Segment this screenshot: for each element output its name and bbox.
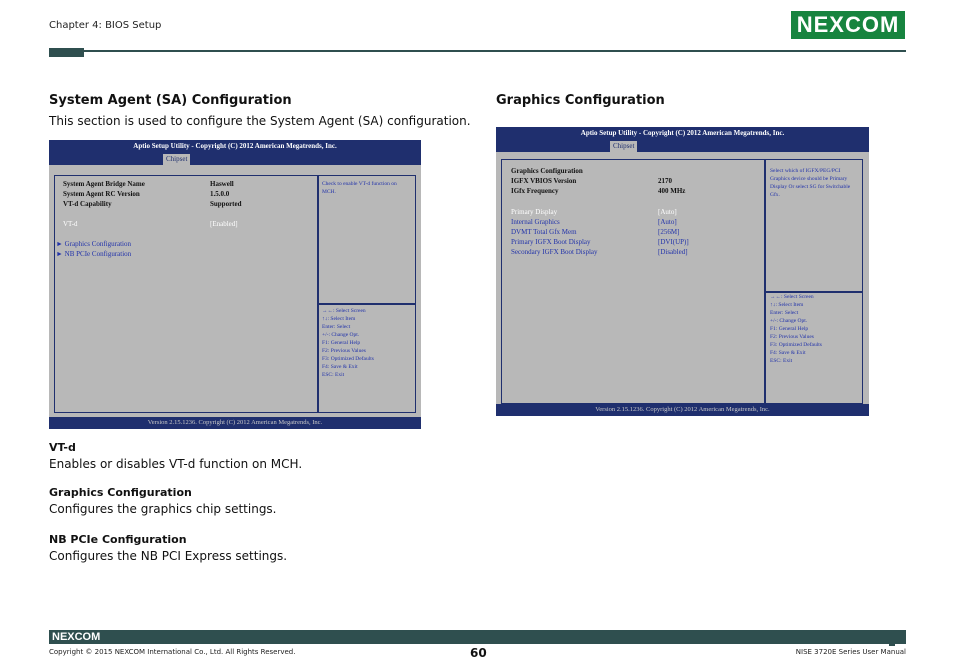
bios-key-hint: F1: General Help: [322, 340, 361, 346]
footer-copyright: Copyright © 2015 NEXCOM International Co., Ltd. All Rights Reserved.: [49, 648, 296, 656]
bios-help-text: Check to enable VT-d function on MCH.: [322, 181, 397, 195]
bios-option-vtd-value[interactable]: [Enabled]: [210, 220, 238, 228]
item-term-nb-pcie-configuration: NB PCIe Configuration: [49, 533, 187, 546]
header-rule: [49, 50, 906, 52]
nexcom-logo: NEXCOM: [791, 11, 905, 39]
footer-bar: [49, 630, 906, 644]
bios-key-hint: Enter: Select: [322, 324, 351, 330]
bios-submenu-graphics-configuration[interactable]: ► Graphics Configuration: [56, 240, 131, 248]
bios-row-label: System Agent Bridge Name: [63, 180, 145, 188]
bios-main-pane: [54, 175, 318, 413]
footer-square: [889, 640, 895, 646]
bios-row-label: System Agent RC Version: [63, 190, 140, 198]
item-desc-vtd: Enables or disables VT-d function on MCH.: [49, 457, 303, 471]
bios-option-internal-graphics-value[interactable]: [Auto]: [658, 218, 677, 226]
bios-footer: Version 2.15.1236. Copyright (C) 2012 American Megatrends, Inc.: [496, 404, 869, 416]
bios-key-hint: ↑↓: Select Item: [322, 316, 356, 322]
bios-option-vtd[interactable]: VT-d: [63, 220, 78, 228]
bios-key-hint: F4: Save & Exit: [322, 364, 358, 370]
bios-key-hint: ESC: Exit: [322, 372, 345, 378]
bios-screen-system-agent: [49, 140, 421, 429]
item-desc-nb-pcie-configuration: Configures the NB PCI Express settings.: [49, 549, 288, 563]
bios-option-primary-igfx-boot-display[interactable]: Primary IGFX Boot Display: [511, 238, 591, 246]
bios-submenu-nb-pcie-configuration[interactable]: ► NB PCIe Configuration: [56, 250, 132, 258]
bios-option-secondary-igfx-boot-display-value[interactable]: [Disabled]: [658, 248, 688, 256]
bios-option-primary-display[interactable]: Primary Display: [511, 208, 558, 216]
page-number: 60: [470, 646, 487, 660]
bios-option-secondary-igfx-boot-display[interactable]: Secondary IGFX Boot Display: [511, 248, 598, 256]
bios-key-hint: ESC: Exit: [770, 358, 793, 364]
bios-row-label: IGFX VBIOS Version: [511, 177, 577, 185]
bios-key-hint: F3: Optimized Defaults: [322, 356, 374, 362]
section-intro: This section is used to configure the System Agent (SA) configuration.: [49, 114, 471, 128]
bios-row-label: Graphics Configuration: [511, 167, 583, 175]
section-heading-graphics-configuration: Graphics Configuration: [496, 93, 665, 108]
item-term-graphics-configuration: Graphics Configuration: [49, 486, 192, 499]
bios-key-hint: F4: Save & Exit: [770, 350, 806, 356]
bios-option-primary-igfx-boot-display-value[interactable]: [DVI(UP)]: [658, 238, 689, 246]
section-heading-system-agent: System Agent (SA) Configuration: [49, 93, 292, 108]
bios-row-value: Haswell: [210, 180, 234, 188]
bios-row-value: Supported: [210, 200, 242, 208]
bios-row-value: 2170: [658, 177, 672, 185]
bios-tab-chipset[interactable]: Chipset: [163, 154, 190, 165]
bios-tab-chipset[interactable]: Chipset: [610, 141, 637, 152]
bios-key-hint: Enter: Select: [770, 310, 799, 316]
bios-title: Aptio Setup Utility - Copyright (C) 2012 American Megatrends, Inc.: [496, 127, 869, 140]
bios-option-dvmt-total-gfx-mem-value[interactable]: [256M]: [658, 228, 680, 236]
chapter-title: Chapter 4: BIOS Setup: [49, 20, 162, 31]
bios-tabbar: [49, 153, 421, 165]
bios-option-dvmt-total-gfx-mem[interactable]: DVMT Total Gfx Mem: [511, 228, 577, 236]
bios-option-internal-graphics[interactable]: Internal Graphics: [511, 218, 560, 226]
item-term-vtd: VT-d: [49, 441, 76, 454]
bios-key-hint: F2: Previous Values: [770, 334, 814, 340]
footer-square: [899, 638, 905, 644]
footer-square: [889, 630, 897, 638]
bios-key-hint: F1: General Help: [770, 326, 809, 332]
bios-option-primary-display-value[interactable]: [Auto]: [658, 208, 677, 216]
bios-key-hint: →←: Select Screen: [322, 308, 366, 314]
bios-key-hint: →←: Select Screen: [770, 294, 814, 300]
bios-screen-graphics-configuration: [496, 127, 869, 416]
item-desc-graphics-configuration: Configures the graphics chip settings.: [49, 502, 277, 516]
bios-title: Aptio Setup Utility - Copyright (C) 2012 American Megatrends, Inc.: [49, 140, 421, 153]
bios-key-hint: +/-: Change Opt.: [770, 318, 808, 324]
bios-key-hint: F2: Previous Values: [322, 348, 366, 354]
bios-key-hint: ↑↓: Select Item: [770, 302, 804, 308]
bios-key-hint: +/-: Change Opt.: [322, 332, 360, 338]
bios-row-label: VT-d Capability: [63, 200, 112, 208]
bios-help-text: Select which of IGFX/PEG/PCI Graphics device should be Primary Display Or select SG for Switchable Gfx.: [770, 168, 851, 198]
bios-tabbar: [496, 140, 869, 152]
bios-row-label: IGfx Frequency: [511, 187, 559, 195]
bios-row-value: 400 MHz: [658, 187, 686, 195]
footer-manual-title: NISE 3720E Series User Manual: [795, 648, 906, 656]
bios-footer: Version 2.15.1236. Copyright (C) 2012 American Megatrends, Inc.: [49, 417, 421, 429]
footer-nexcom-logo: NEXCOM: [52, 631, 101, 643]
bios-key-hint: F3: Optimized Defaults: [770, 342, 822, 348]
header-accent-block: [49, 48, 84, 57]
bios-main-pane: [501, 159, 765, 404]
bios-row-value: 1.5.0.0: [210, 190, 230, 198]
